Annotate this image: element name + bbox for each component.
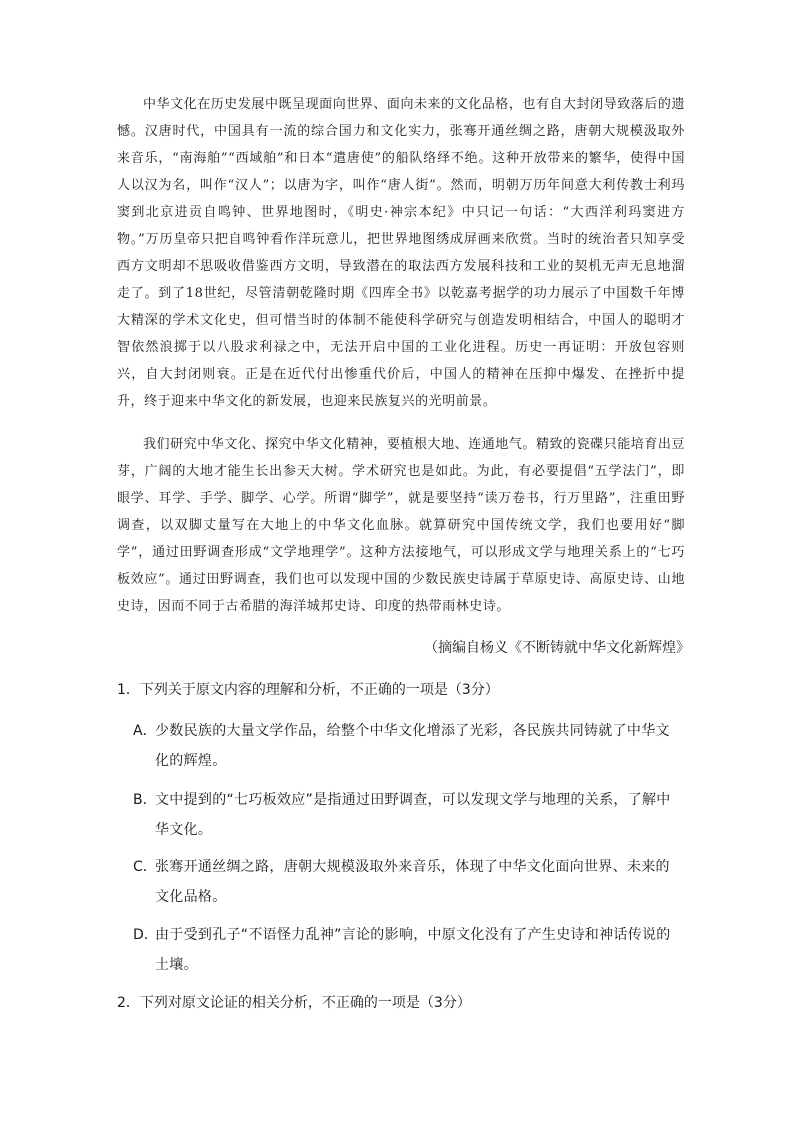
passage-paragraph-2 [117,431,685,620]
question-1-option-c [133,852,683,912]
question-2-stem: 2．下列对原文论证的相关分析，不正确的一项是（3分） [117,995,471,1011]
option-letter: B． [133,792,157,808]
option-text: 文中提到的“七巧板效应”是指通过田野调查，可以发现文学与地理的关系，了解中华文化。 [155,792,671,838]
passage-paragraph-2-text: 我们研究中华文化、探究中华文化精神，要植根大地、连通地气。精致的瓷碟只能培育出豆芽，广阔的大地才能生长出参天大树。学术研究也是如此。为此，有必要提倡“五学法门”，即眼学、耳学、手学、脚学、心学。所谓“脚学”，就是要坚持“读万卷书，行万里路”，注重田野调查，以双脚丈量写在大地上的中华文化血脉。就算研究中国传统文学，我们也要用好“脚学”，通过田野调查形成“文学地理学”。这种方法接地气，可以形成文学与地理关系上的“七巧板效应”。通过田野调查，我们也可以发现中国的少数民族史诗属于草原史诗、高原史诗、山地史诗，因而不同于古希腊的海洋城邦史诗、印度的热带雨林史诗。 [117,437,686,614]
option-text: 张骞开通丝绸之路，唐朝大规模汲取外来音乐，体现了中华文化面向世界、未来的文化品格。 [155,859,670,905]
option-letter: A． [133,723,157,739]
passage-paragraph-1 [117,91,685,415]
passage-paragraph-1-text: 中华文化在历史发展中既呈现面向世界、面向未来的文化品格，也有自大封闭导致落后的遗憾。汉唐时代，中国具有一流的综合国力和文化实力，张骞开通丝绸之路，唐朝大规模汲取外来音乐，“南海舶”“西域舶”和日本“遣唐使”的船队络绎不绝。这种开放带来的繁华，使得中国人以汉为名，叫作“汉人”；以唐为字，叫作“唐人街”。然而，明朝万历年间意大利传教士利玛窦到北京进贡自鸣钟、世界地图时，《明史·神宗本纪》中只记一句话：“大西洋利玛窦进方物。”万历皇帝只把自鸣钟看作洋玩意儿，把世界地图绣成屏画来欣赏。当时的统治者只知享受西方文明却不思吸收借鉴西方文明，导致潜在的取法西方发展科技和工业的契机无声无息地溜走了。到了18世纪，尽管清朝乾隆时期《四库全书》以乾嘉考据学的功力展示了中国数千年博大精深的学术文化史，但可惜当时的体制不能使科学研究与创造发明相结合，中国人的聪明才智依然浪掷于以八股求利禄之中，无法开启中国的工业化进程。历史一再证明：开放包容则兴，自大封闭则衰。正是在近代付出惨重代价后，中国人的精神在压抑中爆发、在挫折中提升，终于迎来中华文化的新发展，也迎来民族复兴的光明前景。 [117,97,686,409]
option-text: 由于受到孔子“不语怪力乱神”言论的影响，中原文化没有了产生史诗和神话传说的土壤。 [155,927,671,973]
question-1-option-a [133,716,683,776]
option-text: 少数民族的大量文学作品，给整个中华文化增添了光彩，各民族共同铸就了中华文化的辉煌。 [155,723,670,769]
question-1-stem: 1．下列关于原文内容的理解和分析，不正确的一项是（3分） [117,682,499,698]
option-letter: D． [133,927,158,943]
passage-source: （摘编自杨义《不断铸就中华文化新辉煌》 [424,640,690,656]
question-1-option-d [133,920,683,980]
question-1-option-b [133,785,683,845]
option-letter: C． [133,859,157,875]
